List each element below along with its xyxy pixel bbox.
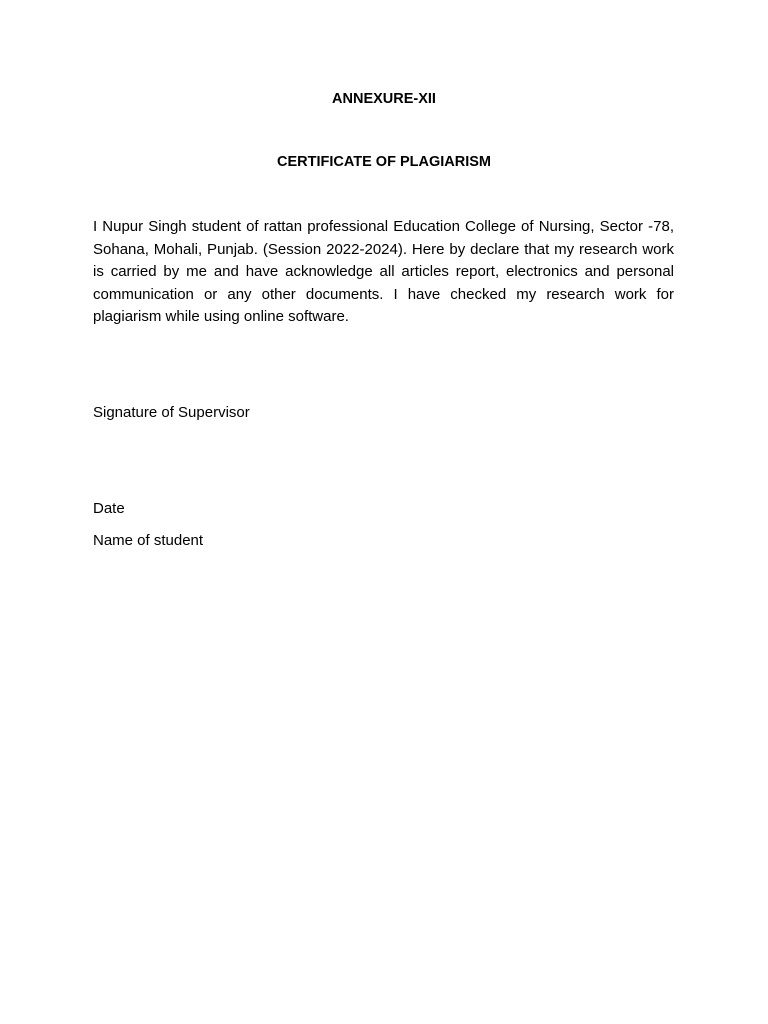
declaration-paragraph: I Nupur Singh student of rattan professional Education College of Nursing, Sector -78, Sohana, Mohali, Punjab. (Session 2022-2024). Here by declare that my research work is carried by me and have acknowledge all articles report, electronics and personal communication or any other documents. I have checked my research work for plagiarism while using online software. [93,218,674,326]
annexure-heading: ANNEXURE-XII [332,91,436,107]
name-of-student-label: Name of student [93,532,204,549]
signature-of-supervisor-label: Signature of Supervisor [93,404,250,421]
certificate-title: CERTIFICATE OF PLAGIARISM [276,154,491,170]
date-label: Date [93,500,125,517]
